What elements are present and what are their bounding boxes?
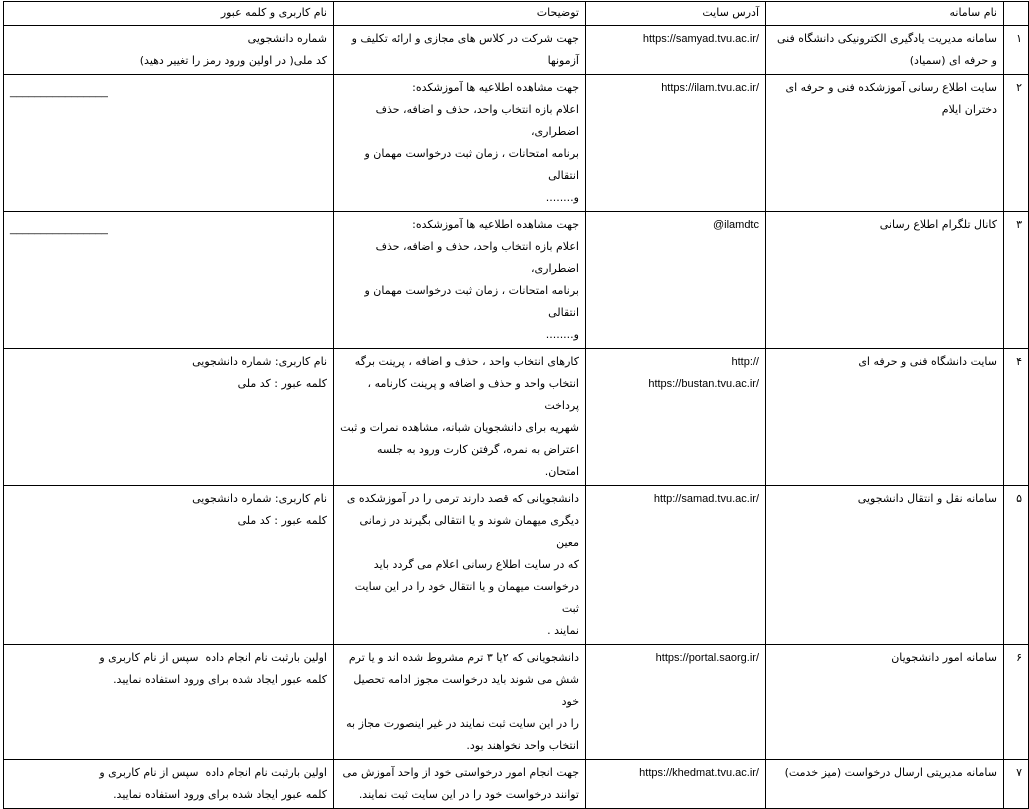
table-row [4, 645, 1029, 760]
credentials [4, 75, 334, 212]
system-name: کانال تلگرام اطلاع رسانی [766, 212, 1004, 349]
row-number: ۱ [1004, 26, 1029, 75]
site-url-link[interactable]: https://khedmat.tvu.ac.ir/ [586, 760, 766, 809]
site-url-link[interactable]: http://samad.tvu.ac.ir/ [586, 486, 766, 645]
system-name: سامانه نقل و انتقال دانشجویی [766, 486, 1004, 645]
credentials-blank: ________________ [10, 86, 108, 98]
description-line: و........ [545, 328, 579, 341]
site-url-link[interactable]: https://portal.saorg.ir/ [586, 645, 766, 760]
description-line: جهت انجام امور درخواستی خود از واحد آموزش می [342, 766, 579, 779]
description-line: جهت مشاهده اطلاعیه ها آموزشکده: [412, 81, 579, 94]
description-line: دانشجویانی که قصد دارند ترمی را در آموزشکده ی [346, 492, 579, 505]
row-number: ۷ [1004, 760, 1029, 809]
header-name: نام سامانه [766, 2, 1004, 26]
header-url: آدرس سایت [586, 2, 766, 26]
site-url-link[interactable]: https://samyad.tvu.ac.ir/ [586, 26, 766, 75]
description [334, 760, 586, 809]
description-line: اعلام بازه انتخاب واحد، حذف و اضافه، حذف اضطراری، [372, 103, 579, 138]
row-number: ۳ [1004, 212, 1029, 349]
table-row [4, 349, 1029, 486]
description-line: انتخاب واحد نخواهند بود. [466, 739, 579, 752]
description-line: اعتراض به نمره، گرفتن کارت ورود به جلسه امتحان. [373, 443, 579, 478]
site-url-link[interactable]: https://ilam.tvu.ac.ir/ [586, 75, 766, 212]
credentials-line: شماره دانشجویی [247, 32, 327, 45]
description-line: اعلام بازه انتخاب واحد، حذف و اضافه، حذف اضطراری، [372, 240, 579, 275]
system-name: سایت اطلاع رسانی آموزشکده فنی و حرفه ای دختران ایلام [766, 75, 1004, 212]
description-line: دیگری میهمان شوند و یا انتقالی بگیرند در زمانی معین [356, 514, 579, 549]
description-line: شش می شوند باید درخواست مجوز ادامه تحصیل خود [349, 673, 579, 708]
description-line: برنامه امتحانات ، زمان ثبت درخواست مهمان و انتقالی [361, 284, 579, 319]
description-line: انتخاب واحد و حذف و اضافه و پرینت کارنامه ، پرداخت [364, 377, 579, 412]
header-num [1004, 2, 1029, 26]
credentials-line: اولین بارثبت نام انجام داده سپس از نام کاربری و [99, 651, 327, 664]
credentials-line: کلمه عبور ایجاد شده برای ورود استفاده نمایید. [113, 673, 327, 686]
description-line: و........ [545, 191, 579, 204]
description [334, 645, 586, 760]
systems-table [3, 1, 1029, 809]
credentials-line: کد ملی( در اولین ورود رمز را تغییر دهید) [139, 54, 327, 67]
description-line: جهت شرکت در کلاس های مجازی و ارائه تکلیف و [351, 32, 579, 45]
row-number: ۲ [1004, 75, 1029, 212]
table-row [4, 212, 1029, 349]
system-name: سامانه امور دانشجویان [766, 645, 1004, 760]
description [334, 486, 586, 645]
site-url-link[interactable]: @ilamdtc [586, 212, 766, 349]
description-line: کارهای انتخاب واحد ، حذف و اضافه ، پرینت برگه [354, 355, 579, 368]
header-cred: نام کاربری و کلمه عبور [4, 2, 334, 26]
site-url-link[interactable]: http:// https://bustan.tvu.ac.ir/ [586, 349, 766, 486]
credentials [4, 760, 334, 809]
system-name: سایت دانشگاه فنی و حرفه ای [766, 349, 1004, 486]
row-number: ۴ [1004, 349, 1029, 486]
table-row [4, 26, 1029, 75]
description-line: برنامه امتحانات ، زمان ثبت درخواست مهمان و انتقالی [361, 147, 579, 182]
credentials [4, 645, 334, 760]
description-line: نمایند . [547, 624, 579, 637]
description [334, 26, 586, 75]
table-row [4, 75, 1029, 212]
description [334, 75, 586, 212]
credentials-line: کلمه عبور : کد ملی [237, 377, 327, 390]
row-number: ۶ [1004, 645, 1029, 760]
description-line: شهریه برای دانشجویان شبانه، مشاهده نمرات و ثبت [340, 421, 579, 434]
credentials [4, 349, 334, 486]
table-header-row [4, 2, 1029, 26]
description-line: آزمونها [547, 54, 579, 67]
system-name: سامانه مدیریت یادگیری الکترونیکی دانشگاه فنی و حرفه ای (سمیاد) [766, 26, 1004, 75]
description-line: را در این سایت ثبت نمایند در غیر اینصورت مجاز به [346, 717, 579, 730]
description-line: دانشجویانی که ۲یا ۳ ترم مشروط شده اند و یا ترم [348, 651, 579, 664]
credentials-line: کلمه عبور : کد ملی [237, 514, 327, 527]
credentials-line: اولین بارثبت نام انجام داده سپس از نام کاربری و [99, 766, 327, 779]
description [334, 349, 586, 486]
row-number: ۵ [1004, 486, 1029, 645]
credentials-blank: ________________ [10, 223, 108, 235]
credentials [4, 26, 334, 75]
header-desc: توضیحات [334, 2, 586, 26]
table-row [4, 760, 1029, 809]
credentials-line: نام کاربری: شماره دانشجویی [192, 355, 327, 368]
table-row [4, 486, 1029, 645]
credentials-line: نام کاربری: شماره دانشجویی [192, 492, 327, 505]
description-line: جهت مشاهده اطلاعیه ها آموزشکده: [412, 218, 579, 231]
credentials-line: کلمه عبور ایجاد شده برای ورود استفاده نمایید. [113, 788, 327, 801]
description [334, 212, 586, 349]
description-line: درخواست میهمان و یا انتقال خود را در این سایت ثبت [351, 580, 579, 615]
credentials [4, 486, 334, 645]
system-name: سامانه مدیریتی ارسال درخواست (میز خدمت) [766, 760, 1004, 809]
credentials [4, 212, 334, 349]
description-line: توانند درخواست خود را در این سایت ثبت نمایند. [358, 788, 579, 801]
description-line: که در سایت اطلاع رسانی اعلام می گردد باید [373, 558, 579, 571]
